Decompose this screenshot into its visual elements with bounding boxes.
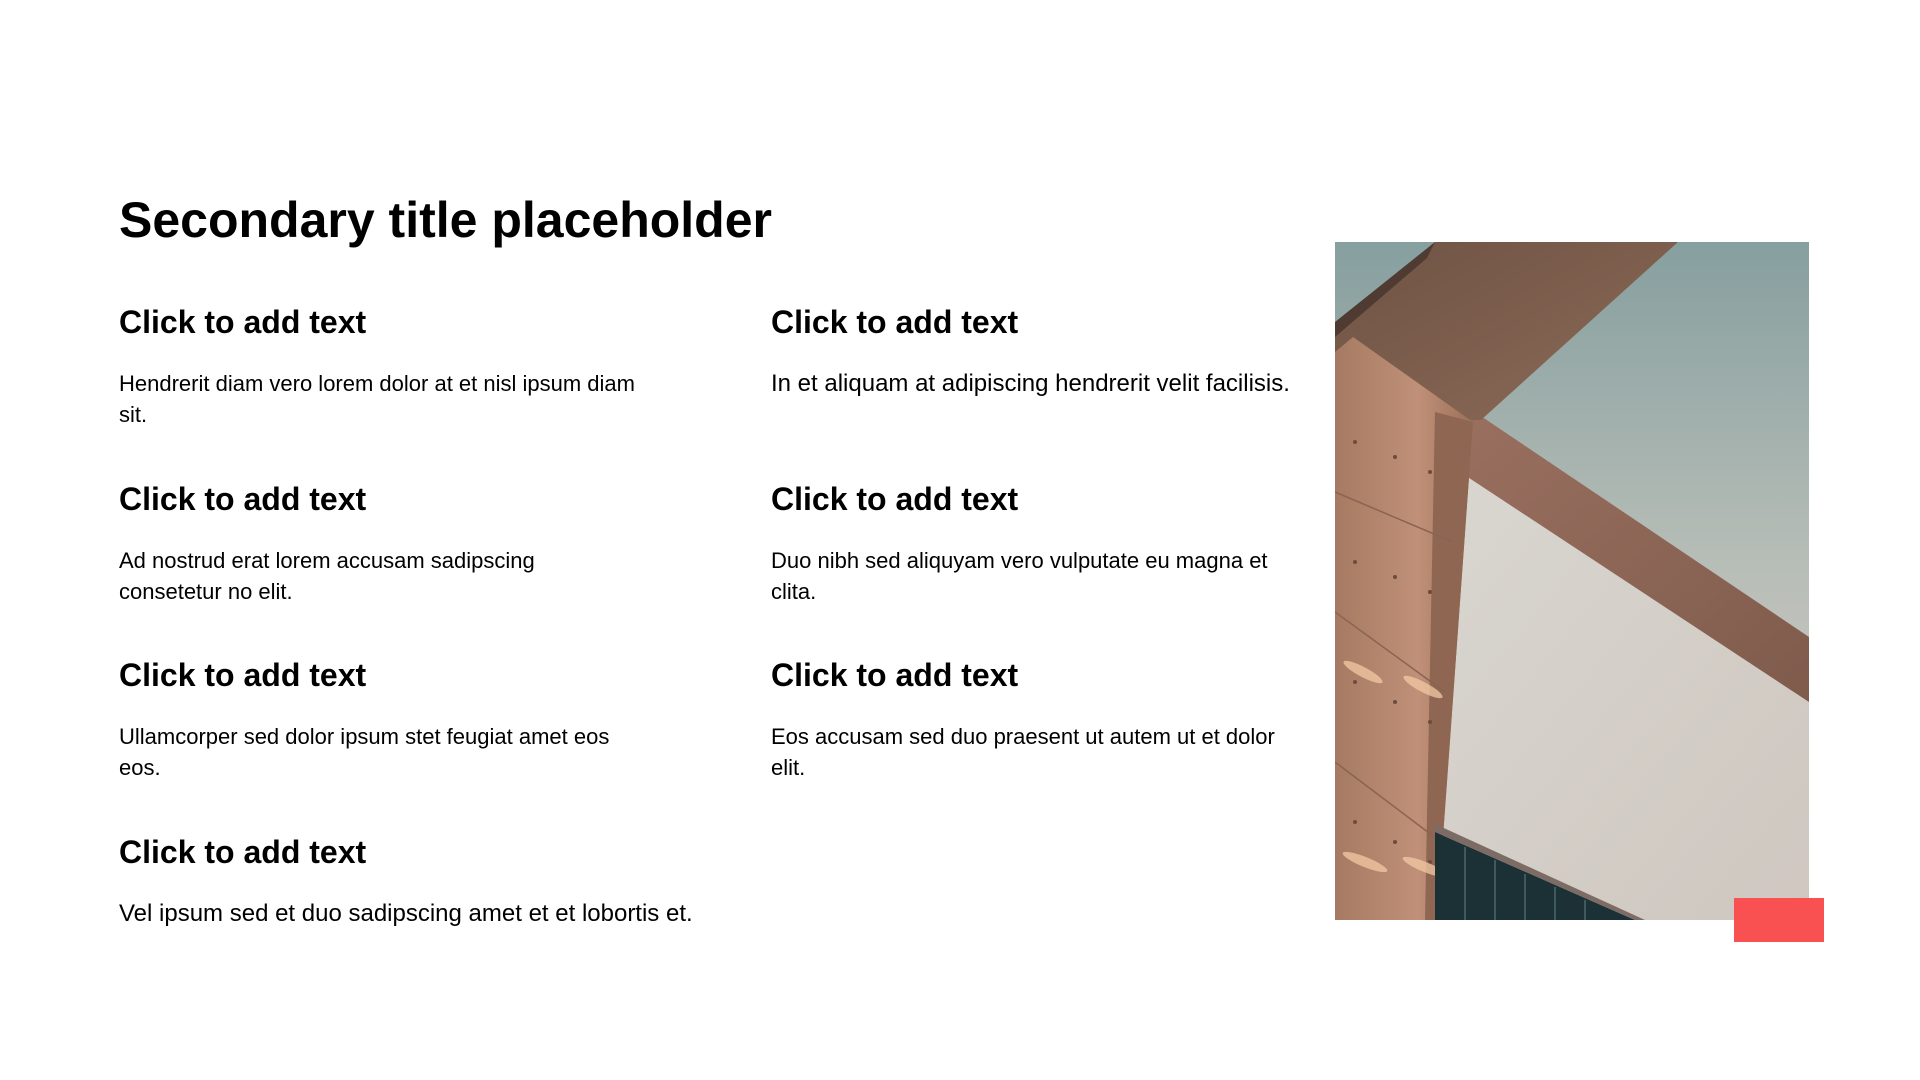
- block-body[interactable]: Eos accusam sed duo praesent ut autem ut et dolor elit.: [771, 724, 1275, 780]
- text-block-4: [771, 479, 1301, 607]
- block-heading[interactable]: Click to add text: [771, 304, 1019, 340]
- block-body[interactable]: Duo nibh sed aliquyam vero vulputate eu magna et clita.: [771, 548, 1268, 604]
- block-body[interactable]: Ad nostrud erat lorem accusam sadipscing consetetur no elit.: [119, 548, 535, 604]
- block-heading[interactable]: Click to add text: [771, 657, 1019, 693]
- text-block-3: [119, 479, 599, 607]
- text-block-1: [119, 302, 649, 430]
- text-block-2: [771, 302, 1311, 399]
- text-block-5: [119, 655, 649, 783]
- block-body[interactable]: Vel ipsum sed et duo sadipscing amet et et lobortis et.: [119, 900, 693, 927]
- text-block-6: [771, 655, 1301, 783]
- architecture-photo[interactable]: [1335, 242, 1809, 920]
- slide-title[interactable]: Secondary title placeholder: [119, 192, 772, 248]
- block-body[interactable]: Ullamcorper sed dolor ipsum stet feugiat amet eos eos.: [119, 724, 610, 780]
- block-body[interactable]: Hendrerit diam vero lorem dolor at et nisl ipsum diam sit.: [119, 371, 635, 427]
- accent-rectangle: [1734, 898, 1824, 942]
- text-block-7: [119, 832, 759, 929]
- block-heading[interactable]: Click to add text: [119, 657, 367, 693]
- block-heading[interactable]: Click to add text: [119, 304, 367, 340]
- block-heading[interactable]: Click to add text: [771, 481, 1019, 517]
- block-body[interactable]: In et aliquam at adipiscing hendrerit velit facilisis.: [771, 370, 1290, 397]
- block-heading[interactable]: Click to add text: [119, 481, 367, 517]
- block-heading[interactable]: Click to add text: [119, 834, 367, 870]
